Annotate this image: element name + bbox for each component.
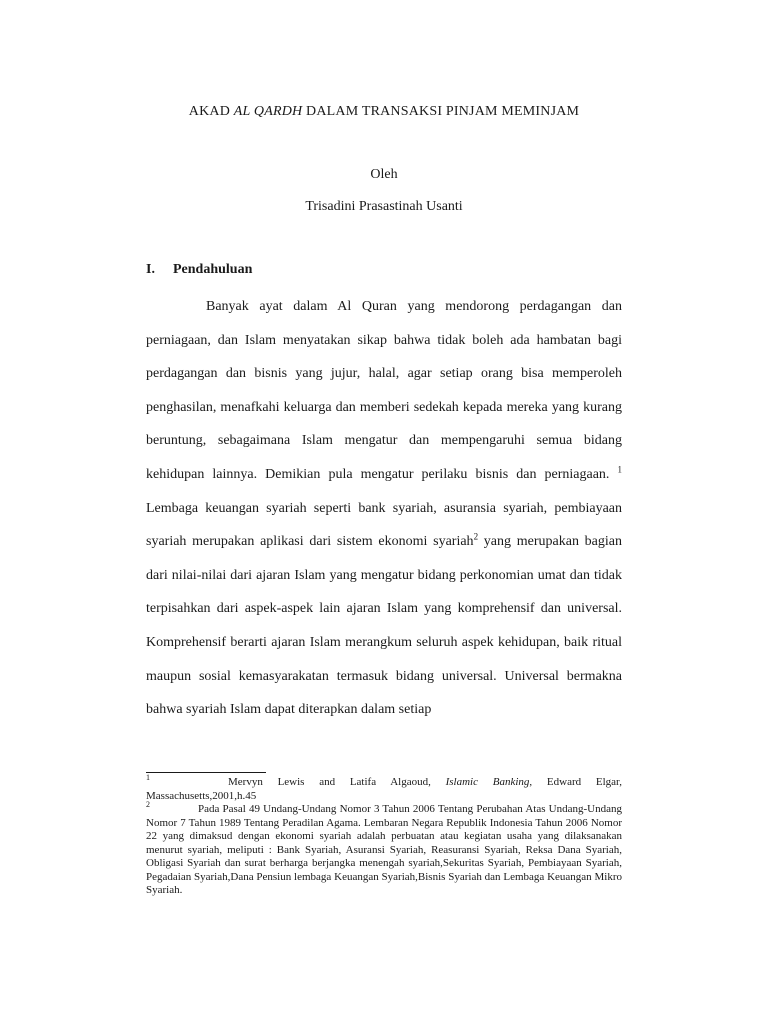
footnote-1-italic: Islamic Banking [445, 776, 530, 788]
footnotes [146, 773, 622, 898]
footnote-1: 1 Mervyn Lewis and Latifa Algaoud, Islamic Banking, Edward Elgar, Massachusetts,2001,h.45 [146, 773, 622, 802]
footnote-2-text: Pada Pasal 49 Undang-Undang Nomor 3 Tahun 2006 Tentang Perubahan Atas Undang-Undang Nomor 7 Tahun 1989 Tentang Peradilan Agama. Lembaran Negara Republik Indonesia Tahun 2006 Nomor 22 yang dimaksud dengan ekonomi syariah adalah perbuatan atau kegiatan usaha yang dilaksanakan menurut syariah, meliputi : Bank Syariah, Asuransi Syariah, Reasuransi Syariah, Reksa Dana Syariah, Obligasi Syariah dan surat berharga berjangka menengah syariah,Sekuritas Syariah, Pembiayaan Syariah, Pegadaian Syariah,Dana Pensiun lembaga Keuangan Syariah,Bisnis Syariah dan Lembaga Keuangan Mikro Syariah. [146, 803, 622, 896]
author-name: Trisadini Prasastinah Usanti [305, 199, 463, 214]
by-label: Oleh [370, 167, 398, 182]
section-number: I. [146, 262, 155, 277]
section-title: Pendahuluan [173, 262, 253, 277]
footnote-1-tail: , Edward Elgar, Massachusetts,2001,h.45 [146, 776, 622, 802]
footnote-ref-2[interactable]: 2 [473, 531, 479, 542]
body-paragraph [146, 290, 622, 727]
document-title [0, 104, 768, 120]
footnote-ref-1[interactable]: 1 [617, 464, 622, 475]
footnote-2: 2 Pada Pasal 49 Undang-Undang Nomor 3 Tahun 2006 Tentang Perubahan Atas Undang-Undang Nomor 7 Tahun 1989 Tentang Peradilan Agama. Lembaran Negara Republik Indonesia Tahun 2006 Nomor 22 yang dimaksud dengan ekonomi syariah adalah perbuatan atau kegiatan usaha yang dilaksanakan menurut syariah, meliputi : Bank Syariah, Asuransi Syariah, Reasuransi Syariah, Reksa Dana Syariah, Obligasi Syariah dan surat berharga berjangka menengah syariah,Sekuritas Syariah, Pembiayaan Syariah, Pegadaian Syariah,Dana Pensiun lembaga Keuangan Syariah,Bisnis Syariah dan Lembaga Keuangan Mikro Syariah. [146, 800, 622, 896]
body-part-3: yang merupakan bagian dari nilai-nilai dari ajaran Islam yang mengatur bidang perkonomian umat dan tidak terpisahkan dari aspek-aspek lain ajaran Islam yang komprehensif dan universal. Komprehensif berarti ajaran Islam merangkum seluruh aspek kehidupan, baik ritual maupun sosial kemasyarakatan termasuk bidang universal. Universal bermakna bahwa syariah Islam dapat diterapkan dalam setiap [146, 534, 622, 718]
title-prefix: AKAD [188, 104, 234, 119]
title-italic: AL QARDH [233, 104, 303, 119]
footnote-1-text: Mervyn Lewis and Latifa Algaoud, [228, 776, 446, 788]
body-part-1: Banyak ayat dalam Al Quran yang mendorong perdagangan dan perniagaan, dan Islam menyatakan sikap bahwa tidak boleh ada hambatan bagi perdagangan dan bisnis yang jujur, halal, agar setiap orang bisa memperoleh penghasilan, menafkahi keluarga dan memberi sedekah kepada mereka yang kurang beruntung, sebagaimana Islam mengatur dan mempengaruhi semua bidang kehidupan lainnya. Demikian pula mengatur perilaku bisnis dan perniagaan. [146, 299, 622, 482]
title-suffix: DALAM TRANSAKSI PINJAM MEMINJAM [302, 104, 580, 119]
footnote-divider [146, 772, 266, 773]
body-part-2: Lembaga keuangan syariah seperti bank syariah, asuransia syariah, pembiayaan syariah merupakan aplikasi dari sistem ekonomi syariah [146, 500, 622, 550]
section-heading [146, 262, 252, 278]
